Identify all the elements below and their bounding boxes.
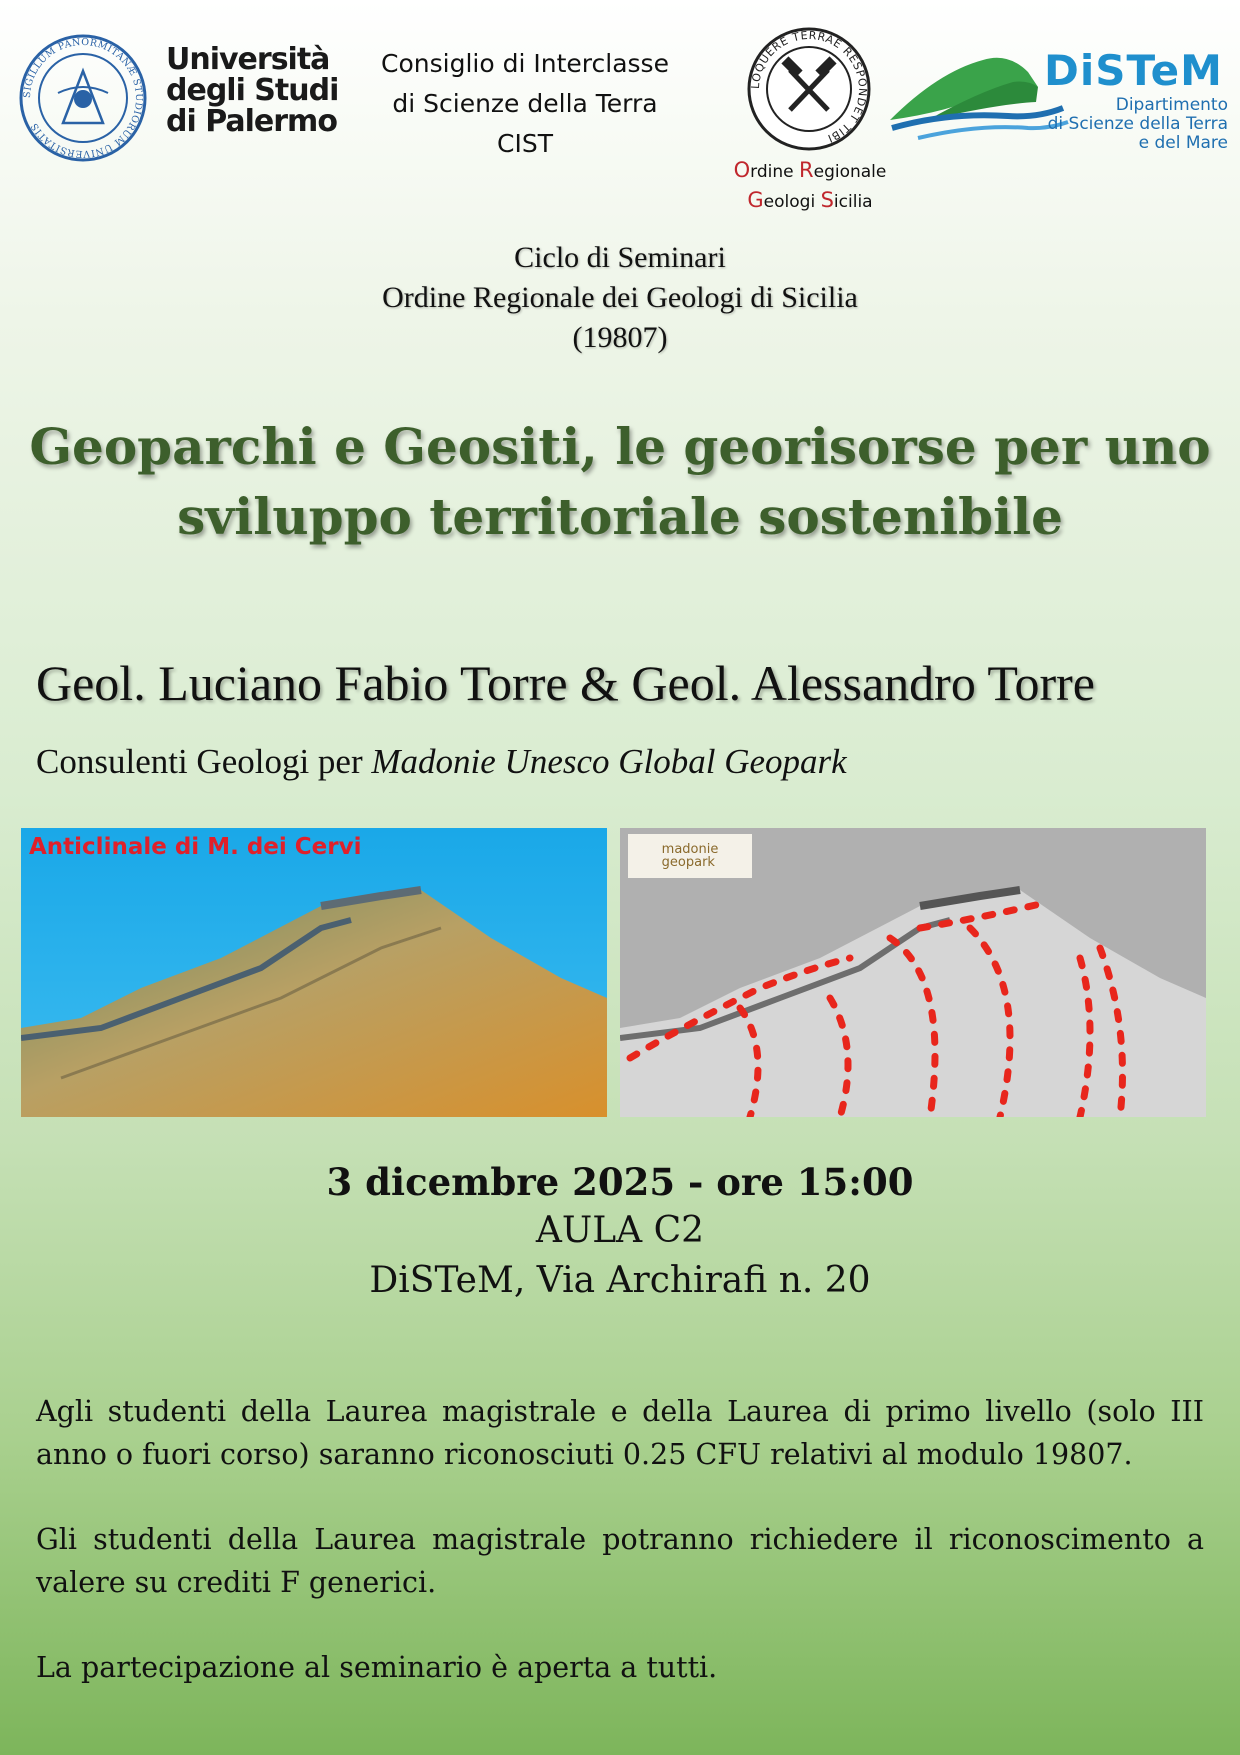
distem-title: DiSTeM xyxy=(1044,46,1223,95)
council-name xyxy=(360,44,690,164)
university-name-line-2: degli Studi xyxy=(166,73,339,108)
event-room: AULA C2 xyxy=(535,1210,705,1251)
madonie-geopark-logo xyxy=(628,834,752,878)
distem-sub-line-3: e del Mare xyxy=(1138,133,1228,153)
photo-label: Anticlinale di M. dei Cervi xyxy=(29,834,362,860)
council-line-3: CIST xyxy=(497,129,553,158)
cycle-line-1: Ciclo di Seminari xyxy=(514,241,726,274)
note-open-to-all: La partecipazione al seminario è aperta a tutti. xyxy=(36,1651,718,1684)
order-name-line-1: Ordine Regionale xyxy=(733,158,887,182)
university-name-line-1: Università xyxy=(166,42,330,77)
university-name-line-3: di Palermo xyxy=(166,104,337,139)
speakers-role xyxy=(36,742,1226,782)
seminar-cycle xyxy=(0,238,1240,358)
role-organization: Madonie Unesco Global Geopark xyxy=(371,742,847,781)
cycle-line-2: Ordine Regionale dei Geologi di Sicilia xyxy=(382,281,858,314)
title-line-2: sviluppo territoriale sostenibile xyxy=(177,487,1063,546)
title-line-1: Geoparchi e Geositi, le georisorse per uno xyxy=(29,417,1211,476)
geo-logo-line-1: madonie xyxy=(661,842,719,857)
university-name xyxy=(166,44,356,137)
order-seal-ring-text: LOQUERE TERRAE RESPONDET TIBI xyxy=(748,28,870,146)
geologist-hammer-seal-icon xyxy=(746,26,872,152)
order-name xyxy=(712,156,908,216)
anticline-photo-annotated xyxy=(620,828,1206,1117)
distem-sub-line-1: Dipartimento xyxy=(1115,95,1228,115)
council-line-1: Consiglio di Interclasse xyxy=(381,49,669,78)
notes xyxy=(36,1390,1204,1731)
university-seal-icon xyxy=(18,33,148,163)
note-recognition: Gli studenti della Laurea magistrale potranno richiedere il riconoscimento a valere su crediti F generici. xyxy=(36,1523,1204,1599)
distem-sub-line-2: di Scienze della Terra xyxy=(1047,114,1228,134)
role-prefix: Consulenti Geologi per xyxy=(36,742,372,781)
anticline-photo-color xyxy=(21,828,607,1117)
council-line-2: di Scienze della Terra xyxy=(392,89,658,118)
speakers: Geol. Luciano Fabio Torre & Geol. Alessandro Torre xyxy=(36,655,1095,711)
event-date-time: 3 dicembre 2025 - ore 15:00 xyxy=(326,1160,914,1204)
seal-ring-text: SIGILLUM PANORMITANÆ STUDIORUM UNIVERSITATIS xyxy=(21,36,145,160)
note-credits: Agli studenti della Laurea magistrale e della Laurea di primo livello (solo III anno o fuori corso) saranno riconosciuti 0.25 CFU relativi al modulo 19807. xyxy=(36,1395,1204,1471)
distem-subtitle xyxy=(968,96,1228,153)
seminar-title xyxy=(20,412,1220,552)
cycle-line-3: (19807) xyxy=(572,321,668,354)
order-name-line-2: Geologi Sicilia xyxy=(747,188,873,212)
geo-logo-line-2: geopark xyxy=(661,855,715,870)
event-address: DiSTeM, Via Archirafi n. 20 xyxy=(369,1260,871,1301)
